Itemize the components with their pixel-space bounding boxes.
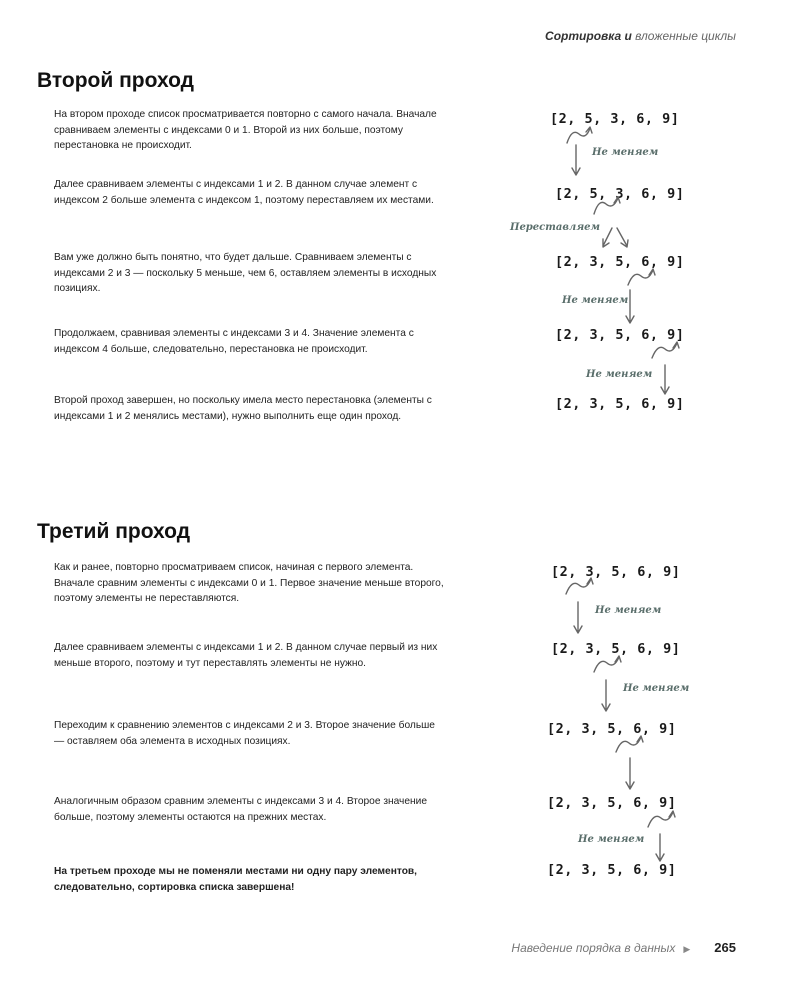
down-arrow <box>626 758 634 789</box>
running-header <box>545 29 736 43</box>
triangle-right-icon: ▶ <box>683 944 691 954</box>
paragraph: Как и ранее, повторно просматриваем список, начиная с первого элемента. Вначале сравним элементы с индексами 0 и 1. Первое значение меньше второго, поэтому элементы не переставляются. <box>54 562 444 604</box>
paragraph: Аналогичным образом сравним элементы с индексами 3 и 4. Второе значение больше, поэтому элементы остаются на прежних местах. <box>54 796 428 823</box>
annotation-no-swap: Не меняем <box>595 605 662 616</box>
down-arrow <box>602 680 610 711</box>
list-state: [2, 3, 5, 6, 9] <box>551 564 681 580</box>
paragraph: На втором проходе список просматривается повторно с самого начала. Вначале сравниваем элементы с индексами 0 и 1. Второй из них больше, поэтому перестановка не происходит. <box>54 109 437 151</box>
annotation-no-swap: Не меняем <box>562 295 629 306</box>
paragraph: Переходим к сравнению элементов с индексами 2 и 3. Второе значение больше — оставляем оба элемента в исходных позициях. <box>54 720 435 747</box>
list-state: [2, 3, 5, 6, 9] <box>547 862 677 878</box>
down-arrow <box>574 602 582 633</box>
header-chapter-rest: вложенные циклы <box>631 29 736 43</box>
compare-arc-arrow <box>567 128 590 143</box>
page-number: 265 <box>714 940 736 955</box>
down-arrow <box>661 365 669 394</box>
swap-arrow <box>617 228 628 247</box>
list-state: [2, 3, 5, 6, 9] <box>547 721 677 737</box>
compare-arc-arrow <box>648 812 673 827</box>
compare-arc-arrow <box>628 270 653 285</box>
list-state: [2, 3, 5, 6, 9] <box>551 641 681 657</box>
list-state: [2, 3, 5, 6, 9] <box>555 396 685 412</box>
paragraph: Второй проход завершен, но поскольку имела место перестановка (элементы с индексами 1 и 2 менялись местами), нужно выполнить еще один проход. <box>54 395 432 422</box>
down-arrow <box>656 834 664 861</box>
page-footer <box>511 940 736 955</box>
annotation-no-swap: Не меняем <box>592 147 659 158</box>
annotation-no-swap: Не меняем <box>586 369 653 380</box>
header-chapter-bold: Сортировка и <box>545 29 632 43</box>
section-title-third-pass: Третий проход <box>37 520 191 543</box>
section-title-second-pass: Второй проход <box>37 69 194 92</box>
annotation-no-swap: Не меняем <box>578 834 645 845</box>
compare-arc-arrow <box>566 579 591 594</box>
annotation-no-swap: Не меняем <box>623 683 690 694</box>
paragraph: Вам уже должно быть понятно, что будет дальше. Сравниваем элементы с индексами 2 и 3 — поскольку 5 меньше, чем 6, оставляем элементы в исходных позициях. <box>54 252 437 294</box>
swap-arrow <box>603 228 612 247</box>
conclusion-paragraph: На третьем проходе мы не поменяли местами ни одну пару элементов, следовательно, сортировка списка завершена! <box>54 866 418 893</box>
arrowhead <box>669 811 675 817</box>
paragraph: Далее сравниваем элементы с индексами 1 и 2. В данном случае первый из них меньше второго, поэтому и тут переставлять элементы не нужно. <box>54 642 438 669</box>
arrowhead <box>586 127 592 133</box>
compare-arc-arrow <box>652 343 677 358</box>
paragraph: Далее сравниваем элементы с индексами 1 и 2. В данном случае элемент с индексом 2 больше элемента с индексом 1, поэтому переставляем их местами. <box>54 179 434 206</box>
compare-arc-arrow <box>594 657 619 672</box>
annotation-swap: Переставляем <box>510 222 601 233</box>
list-state: [2, 5, 3, 6, 9] <box>555 186 685 202</box>
footer-chapter-title: Наведение порядка в данных <box>511 941 676 955</box>
list-state: [2, 3, 5, 6, 9] <box>547 795 677 811</box>
list-state: [2, 5, 3, 6, 9] <box>550 111 680 127</box>
down-arrow <box>572 145 580 175</box>
paragraph: Продолжаем, сравнивая элементы с индексами 3 и 4. Значение элемента с индексом 4 больше, следовательно, перестановка не происходит. <box>54 328 414 355</box>
list-state: [2, 3, 5, 6, 9] <box>555 327 685 343</box>
compare-arc-arrow <box>616 737 641 752</box>
list-state: [2, 3, 5, 6, 9] <box>555 254 685 270</box>
